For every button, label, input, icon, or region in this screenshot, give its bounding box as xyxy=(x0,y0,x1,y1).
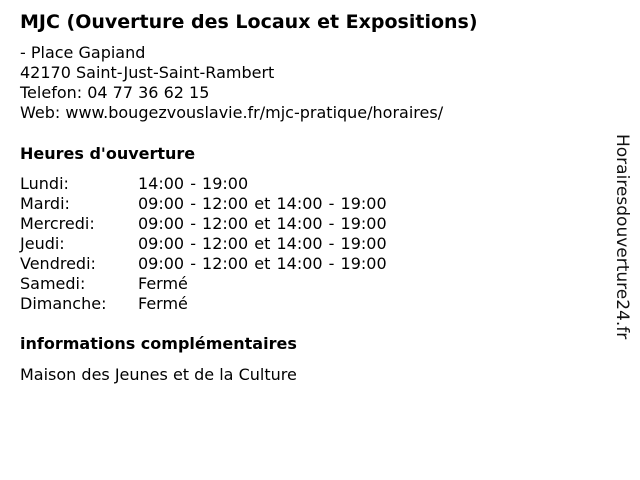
address-block xyxy=(20,43,443,123)
opening-hours-heading: Heures d'ouverture xyxy=(20,144,196,163)
additional-info-heading: informations complémentaires xyxy=(20,334,297,353)
site-watermark: Horairesdouverture24.fr xyxy=(612,134,632,340)
day-label: Samedi: xyxy=(20,274,86,293)
time-value: 09:00 - 12:00 et 14:00 - 19:00 xyxy=(138,214,387,233)
page-title: MJC (Ouverture des Locaux et Expositions) xyxy=(20,11,478,33)
address-street: - Place Gapiand xyxy=(20,43,146,62)
time-value: 09:00 - 12:00 et 14:00 - 19:00 xyxy=(138,194,387,213)
day-label: Lundi: xyxy=(20,174,69,193)
website: Web: www.bougezvouslavie.fr/mjc-pratique/horaires/ xyxy=(20,103,444,122)
day-label: Jeudi: xyxy=(20,234,65,253)
time-value: Fermé xyxy=(138,274,188,293)
time-value: 14:00 - 19:00 xyxy=(138,174,249,193)
time-value: 09:00 - 12:00 et 14:00 - 19:00 xyxy=(138,234,387,253)
additional-info-text: Maison des Jeunes et de la Culture xyxy=(20,365,297,384)
time-value: Fermé xyxy=(138,294,188,313)
day-label: Dimanche: xyxy=(20,294,107,313)
day-label: Vendredi: xyxy=(20,254,96,273)
address-city: 42170 Saint-Just-Saint-Rambert xyxy=(20,63,275,82)
day-label: Mercredi: xyxy=(20,214,95,233)
phone-number: Telefon: 04 77 36 62 15 xyxy=(20,83,210,102)
day-label: Mardi: xyxy=(20,194,70,213)
time-value: 09:00 - 12:00 et 14:00 - 19:00 xyxy=(138,254,387,273)
